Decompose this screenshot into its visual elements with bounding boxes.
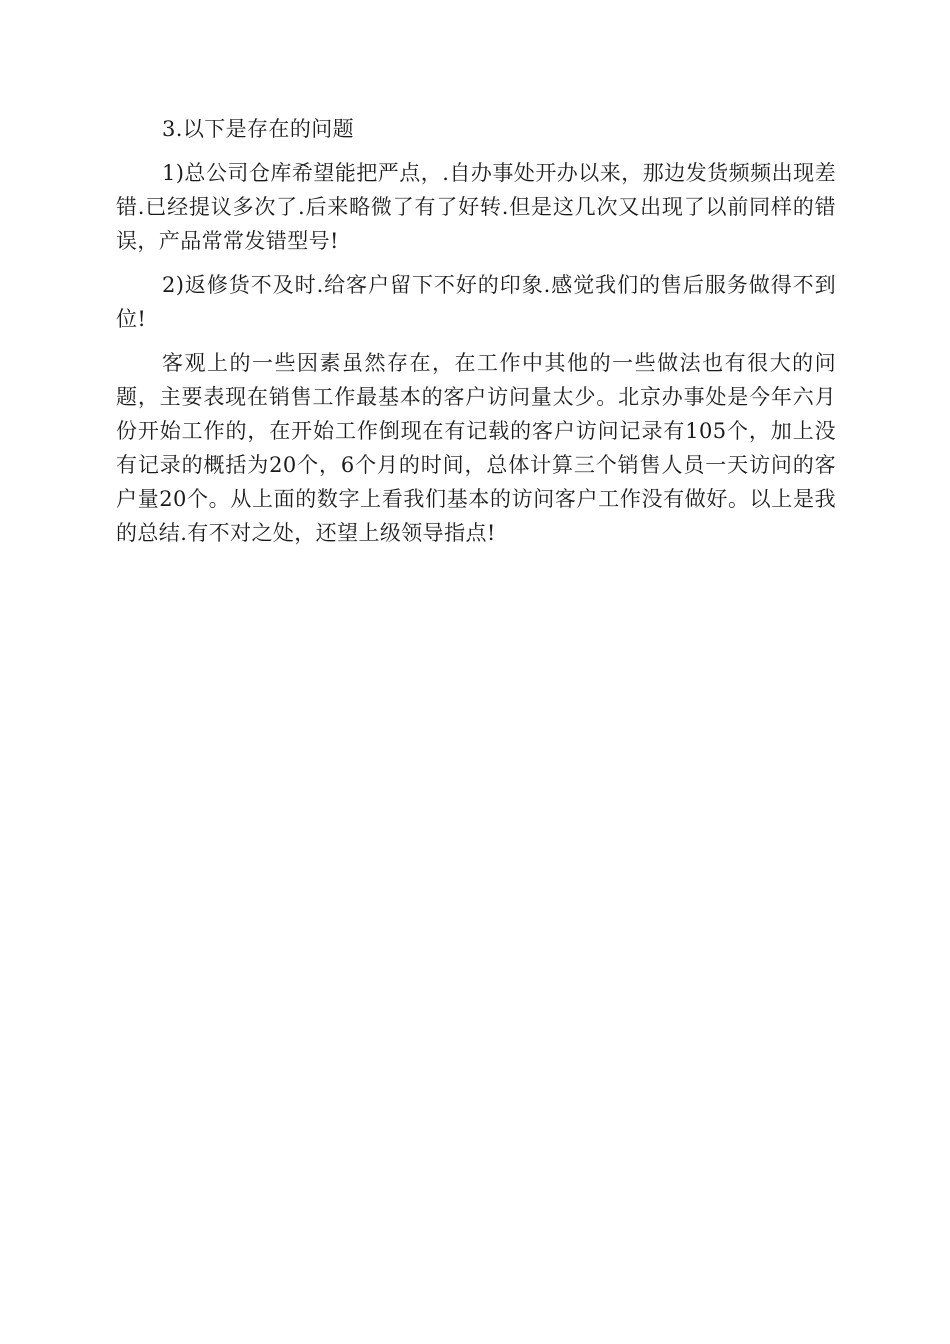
section-heading: 3.以下是存在的问题 — [162, 117, 355, 141]
paragraph-1: 1)总公司仓库希望能把严点，.自办事处开办以来，那边发货频频出现差错.已经提议多次了.后来略微了有了好转.但是这几次又出现了以前同样的错误，产品常常发错型号! — [116, 161, 836, 253]
paragraph-2: 2)返修货不及时.给客户留下不好的印象.感觉我们的售后服务做得不到位! — [116, 273, 836, 331]
document-body — [116, 112, 836, 550]
paragraph-3: 客观上的一些因素虽然存在，在工作中其他的一些做法也有很大的问题，主要表现在销售工作最基本的客户访问量太少。北京办事处是今年六月份开始工作的，在开始工作倒现在有记载的客户访问记录有105个，加上没有记录的概括为20个，6个月的时间，总体计算三个销售人员一天访问的客户量20个。从上面的数字上看我们基本的访问客户工作没有做好。以上是我的总结.有不对之处，还望上级领导指点! — [116, 351, 836, 545]
